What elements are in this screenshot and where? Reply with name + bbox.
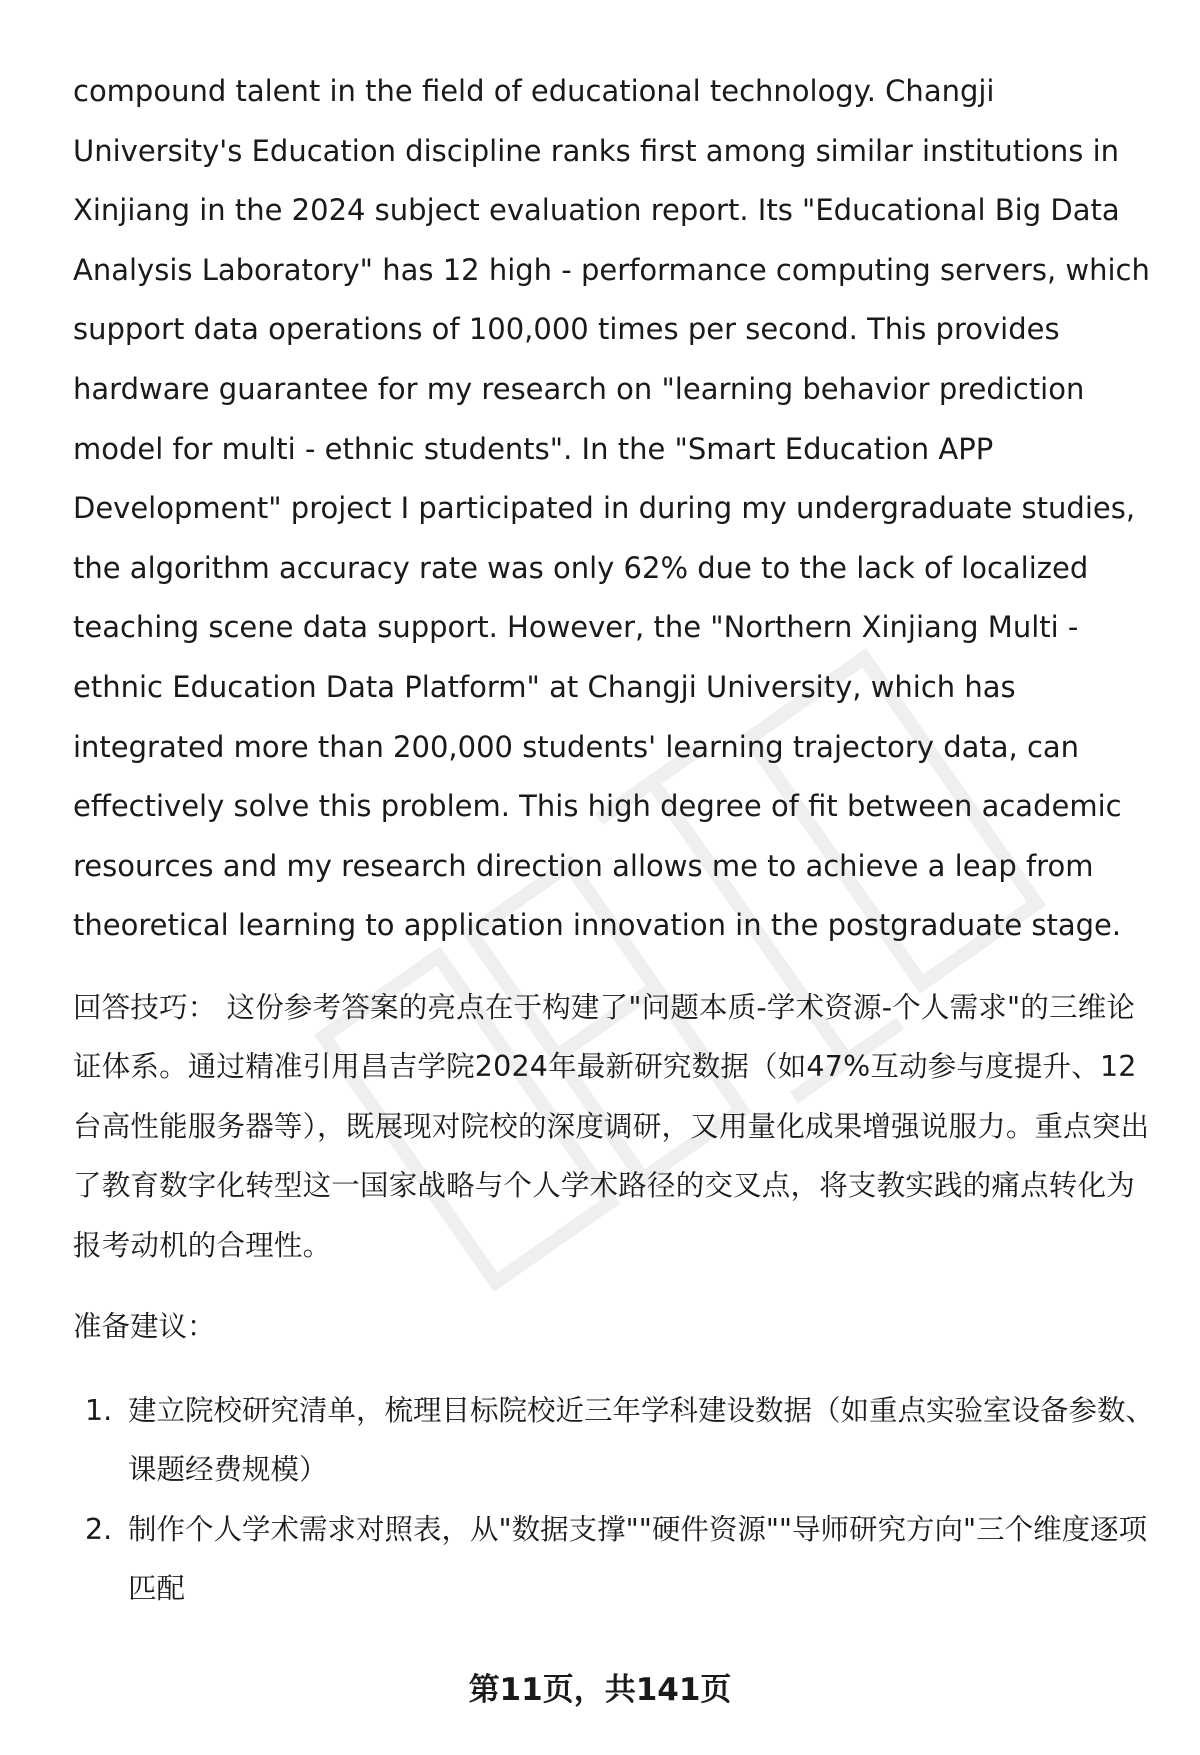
document-page (73, 62, 1158, 1619)
answer-tips-label: 回答技巧： (73, 990, 217, 1024)
list-item-text: 建立院校研究清单，梳理目标院校近三年学科建设数据（如重点实验室设备参数、课题经费规模） (128, 1393, 1155, 1487)
list-item-number: 2. (85, 1512, 113, 1546)
preparation-title: 准备建议： (73, 1310, 216, 1344)
answer-tips-text: 这份参考答案的亮点在于构建了"问题本质-学术资源-个人需求"的三维论证体系。通过精准引用昌吉学院2024年最新研究数据（如47%互动参与度提升、12台高性能服务器等），既展现对院校的深度调研，又用量化成果增强说服力。重点突出了教育数字化转型这一国家战略与个人学术路径的交叉点，将支教实践的痛点转化为报考动机的合理性。 (73, 990, 1150, 1262)
answer-tips-paragraph (73, 978, 1158, 1276)
list-item-number: 1. (85, 1393, 113, 1427)
page-number-footer: 第11页，共141页 (468, 1672, 732, 1708)
list-item (73, 1381, 1158, 1500)
list-item (73, 1500, 1158, 1619)
list-item-text: 制作个人学术需求对照表，从"数据支撑""硬件资源""导师研究方向"三个维度逐项匹配 (128, 1512, 1148, 1606)
english-paragraph: compound talent in the field of educational technology. Changji University's Education discipline ranks first among similar institutions in Xinjiang in the 2024 subject evaluation report. Its "Educational Big Data Analysis Laboratory" has 12 high - performance computing servers, which support data operations of 100,000 times per second. This provides hardware guarantee for my research on "learning behavior prediction model for multi - ethnic students". In the "Smart Education APP Development" project I participated in during my undergraduate studies, the algorithm accuracy rate was only 62% due to the lack of localized teaching scene data support. However, the "Northern Xinjiang Multi - ethnic Education Data Platform" at Changji University, which has integrated more than 200,000 students' learning trajectory data, can effectively solve this problem. This high degree of fit between academic resources and my research direction allows me to achieve a leap from theoretical learning to application innovation in the postgraduate stage. (73, 74, 1150, 943)
preparation-list (73, 1381, 1158, 1619)
